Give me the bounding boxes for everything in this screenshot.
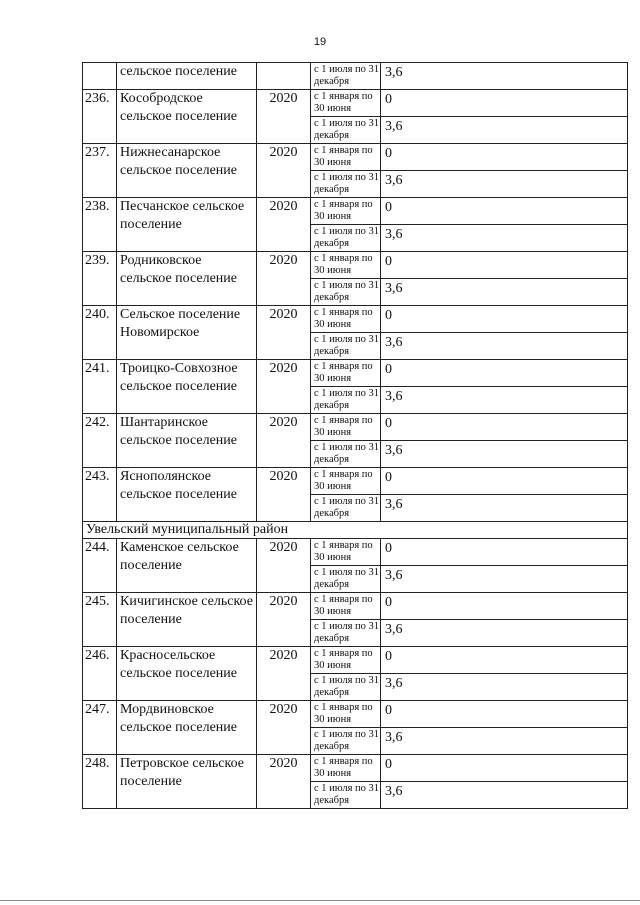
settlement-name-cell: Нижнесанарское сельское поселение [117, 144, 257, 198]
row-number-cell: 238. [83, 198, 117, 252]
period-cell: с 1 января по 30 июня [311, 306, 381, 333]
year-cell: 2020 [257, 360, 311, 414]
year-cell: 2020 [257, 414, 311, 468]
row-number-cell [83, 63, 117, 90]
district-heading: Увельский муниципальный район [83, 522, 628, 539]
rate-cell: 3,6 [381, 620, 628, 647]
rate-cell: 3,6 [381, 279, 628, 306]
rate-cell: 3,6 [381, 728, 628, 755]
period-cell: с 1 января по 30 июня [311, 252, 381, 279]
settlement-name-cell: Родниковское сельское поселение [117, 252, 257, 306]
period-cell: с 1 июля по 31 декабря [311, 117, 381, 144]
settlement-name-cell: Шантаринское сельское поселение [117, 414, 257, 468]
year-cell: 2020 [257, 539, 311, 593]
period-cell: с 1 июля по 31 декабря [311, 441, 381, 468]
period-cell: с 1 июля по 31 декабря [311, 495, 381, 522]
rate-cell: 0 [381, 90, 628, 117]
table-row [83, 647, 628, 674]
period-cell: с 1 января по 30 июня [311, 198, 381, 225]
rate-cell: 3,6 [381, 171, 628, 198]
period-cell: с 1 июля по 31 декабря [311, 387, 381, 414]
rate-cell: 0 [381, 755, 628, 782]
rate-cell: 0 [381, 414, 628, 441]
period-cell: с 1 июля по 31 декабря [311, 620, 381, 647]
rate-cell: 0 [381, 593, 628, 620]
row-number-cell: 247. [83, 701, 117, 755]
row-number-cell: 243. [83, 468, 117, 522]
year-cell: 2020 [257, 252, 311, 306]
row-number-cell: 239. [83, 252, 117, 306]
settlement-name-cell: Каменское сельское поселение [117, 539, 257, 593]
settlement-name-cell: Петровское сельское поселение [117, 755, 257, 809]
settlement-name-cell: Мордвиновское сельское поселение [117, 701, 257, 755]
section-row [83, 522, 628, 539]
table-row [83, 306, 628, 333]
row-number-cell: 242. [83, 414, 117, 468]
period-cell: с 1 июля по 31 декабря [311, 728, 381, 755]
year-cell: 2020 [257, 647, 311, 701]
period-cell: с 1 января по 30 июня [311, 701, 381, 728]
row-number-cell: 240. [83, 306, 117, 360]
period-cell: с 1 июля по 31 декабря [311, 279, 381, 306]
period-cell: с 1 января по 30 июня [311, 468, 381, 495]
rate-cell: 0 [381, 468, 628, 495]
table-row [83, 539, 628, 566]
period-cell: с 1 января по 30 июня [311, 360, 381, 387]
period-cell: с 1 января по 30 июня [311, 755, 381, 782]
year-cell: 2020 [257, 755, 311, 809]
rate-cell: 0 [381, 252, 628, 279]
year-cell: 2020 [257, 144, 311, 198]
period-cell: с 1 января по 30 июня [311, 539, 381, 566]
period-cell: с 1 июля по 31 декабря [311, 674, 381, 701]
table-row [83, 701, 628, 728]
rate-cell: 0 [381, 360, 628, 387]
settlement-name-cell: Кичигинское сельское поселение [117, 593, 257, 647]
rate-cell: 3,6 [381, 387, 628, 414]
settlement-name-cell: Красносельское сельское поселение [117, 647, 257, 701]
period-cell: с 1 июля по 31 декабря [311, 171, 381, 198]
rate-cell: 3,6 [381, 117, 628, 144]
table-row [83, 90, 628, 117]
year-cell: 2020 [257, 593, 311, 647]
settlement-name-cell: Кособродское сельское поселение [117, 90, 257, 144]
year-cell: 2020 [257, 701, 311, 755]
table-row [83, 360, 628, 387]
period-cell: с 1 июля по 31 декабря [311, 566, 381, 593]
rate-cell: 3,6 [381, 674, 628, 701]
row-number-cell: 241. [83, 360, 117, 414]
rate-cell: 0 [381, 306, 628, 333]
table-row [83, 593, 628, 620]
table-row [83, 63, 628, 90]
year-cell: 2020 [257, 198, 311, 252]
row-number-cell: 237. [83, 144, 117, 198]
rate-cell: 3,6 [381, 333, 628, 360]
rate-cell: 0 [381, 647, 628, 674]
period-cell: с 1 января по 30 июня [311, 414, 381, 441]
period-cell: с 1 июля по 31 декабря [311, 333, 381, 360]
page-number: 19 [313, 36, 327, 48]
rate-cell: 0 [381, 198, 628, 225]
settlement-name-cell: Яснополянское сельское поселение [117, 468, 257, 522]
settlement-name-cell: Троицко-Совхозное сельское поселение [117, 360, 257, 414]
table-row [83, 144, 628, 171]
rate-cell: 3,6 [381, 566, 628, 593]
rate-cell: 0 [381, 144, 628, 171]
table-row [83, 414, 628, 441]
table-row [83, 198, 628, 225]
year-cell: 2020 [257, 306, 311, 360]
settlement-name-cell: сельское поселение [117, 63, 257, 90]
rate-cell: 3,6 [381, 495, 628, 522]
row-number-cell: 244. [83, 539, 117, 593]
year-cell [257, 63, 311, 90]
row-number-cell: 246. [83, 647, 117, 701]
year-cell: 2020 [257, 468, 311, 522]
period-cell: с 1 июля по 31 декабря [311, 63, 381, 90]
rate-cell: 0 [381, 701, 628, 728]
period-cell: с 1 января по 30 июня [311, 593, 381, 620]
year-cell: 2020 [257, 90, 311, 144]
period-cell: с 1 января по 30 июня [311, 647, 381, 674]
settlement-name-cell: Сельское поселение Новомирское [117, 306, 257, 360]
row-number-cell: 248. [83, 755, 117, 809]
page-bottom-rule [0, 900, 640, 901]
period-cell: с 1 января по 30 июня [311, 144, 381, 171]
period-cell: с 1 июля по 31 декабря [311, 225, 381, 252]
rate-cell: 3,6 [381, 782, 628, 809]
row-number-cell: 236. [83, 90, 117, 144]
rate-cell: 3,6 [381, 441, 628, 468]
tax-rate-table [82, 62, 628, 809]
row-number-cell: 245. [83, 593, 117, 647]
rate-cell: 0 [381, 539, 628, 566]
rate-cell: 3,6 [381, 63, 628, 90]
table-row [83, 252, 628, 279]
table-row [83, 755, 628, 782]
table-row [83, 468, 628, 495]
settlement-name-cell: Песчанское сельское поселение [117, 198, 257, 252]
rate-cell: 3,6 [381, 225, 628, 252]
period-cell: с 1 июля по 31 декабря [311, 782, 381, 809]
period-cell: с 1 января по 30 июня [311, 90, 381, 117]
